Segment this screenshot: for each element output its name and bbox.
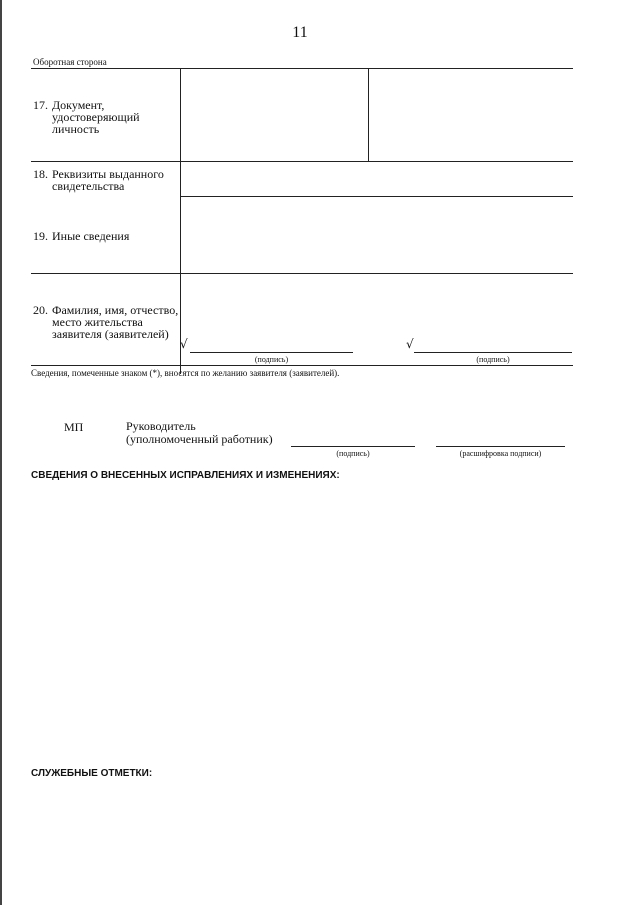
- page-left-edge: [0, 0, 2, 905]
- table-bottom-rule: [31, 365, 573, 366]
- stamp-place-label: МП: [64, 420, 84, 434]
- signature-line-left[interactable]: [190, 352, 353, 353]
- head-title: Руководитель (уполномоченный работник): [126, 419, 273, 446]
- head-signature-line[interactable]: [291, 446, 415, 447]
- checkmark-left: √: [180, 337, 188, 351]
- table-top-rule: [31, 68, 573, 69]
- side-label: Оборотная сторона: [33, 57, 107, 67]
- signature-line-right[interactable]: [414, 352, 572, 353]
- row-18-label: 18. Реквизиты выданного свидетельства: [33, 167, 164, 193]
- table-rule-3: [31, 273, 573, 274]
- note-text: Сведения, помеченные знаком (*), вносятся по желанию заявителя (заявителей).: [31, 368, 340, 378]
- checkmark-right: √: [406, 337, 414, 351]
- row-19-label: 19. Иные сведения: [33, 229, 130, 243]
- service-marks-title: СЛУЖЕБНЫЕ ОТМЕТКИ:: [31, 768, 153, 779]
- signature-caption-right: (подпись): [476, 355, 510, 364]
- head-decoding-caption: (расшифровка подписи): [459, 449, 542, 458]
- table-inner-divider: [368, 68, 369, 161]
- head-decoding-line[interactable]: [436, 446, 565, 447]
- table-rule-2: [180, 196, 573, 197]
- signature-caption-left: (подпись): [254, 355, 289, 364]
- row-20-label: 20. Фамилия, имя, отчество, место жительства заявителя (заявителей): [33, 303, 179, 341]
- page-number: 11: [292, 24, 308, 41]
- table-column-divider: [180, 68, 181, 374]
- table-rule-1: [31, 161, 573, 162]
- head-signature-caption: (подпись): [336, 449, 370, 458]
- corrections-title: СВЕДЕНИЯ О ВНЕСЕННЫХ ИСПРАВЛЕНИЯХ И ИЗМЕНЕНИЯХ:: [31, 470, 340, 481]
- row-17-label: 17. Документ, удостоверяющий личность: [33, 98, 140, 136]
